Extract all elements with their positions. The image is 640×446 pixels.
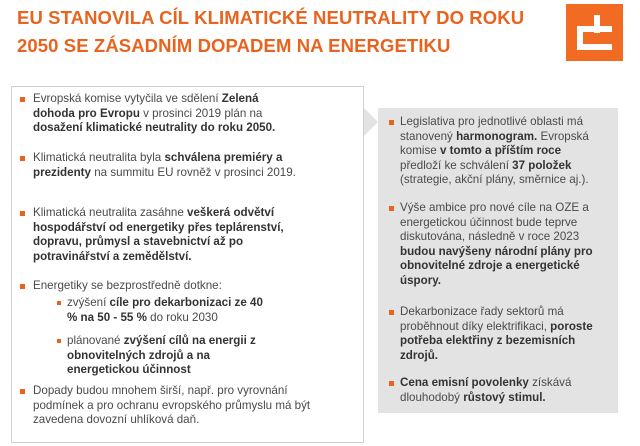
page-title: EU STANOVILA CÍL KLIMATICKÉ NEUTRALITY DO ROKU 2050 SE ZÁSADNÍM DOPADEM NA ENERGETIKU xyxy=(17,7,525,56)
left-bullet-4: Energetiky se bezprostředně dotkne: xyxy=(33,279,222,292)
left-sub-bullet-1: zvýšení cíle pro dekarbonizaci ze 40 % na 50 - 55 % do roku 2030 xyxy=(67,296,263,324)
arrow-chevron-icon xyxy=(364,108,378,136)
bullet-icon xyxy=(389,381,394,386)
right-bullet-3: Dekarbonizace řady sektorů má proběhnout díky elektrifikaci, poroste potřeba elektřiny z bezemisních zdrojů. xyxy=(400,305,593,362)
bullet-icon xyxy=(389,206,394,211)
left-bullet-2: Klimatická neutralita byla schválena premiéry a prezidenty na summitu EU rovněž v prosinci 2019. xyxy=(33,151,296,179)
bullet-icon xyxy=(20,389,25,394)
left-bullet-5: Dopady budou mnohem širší, např. pro vyrovnání podmínek a pro ochranu evropského průmyslu má být zavedena dovozní uhlíková daň. xyxy=(33,384,311,427)
left-sub-bullet-2: plánované zvýšení cílů na energii z obnovitelných zdrojů a na energetickou účinnost xyxy=(67,334,256,377)
bullet-icon xyxy=(20,97,25,102)
right-bullet-4: Cena emisní povolenky získává dlouhodobý růstový stimul. xyxy=(400,376,572,404)
right-bullet-2: Výše ambice pro nové cíle na OZE a energetickou účinnost bude teprve diskutována, následně v roce 2023 budou navýšeny národní plány pro obnovitelné zdroje a energetické úspory. xyxy=(400,201,593,287)
bullet-icon xyxy=(20,284,25,289)
sub-bullet-icon xyxy=(57,301,61,305)
left-bullet-1: Evropská komise vytyčila ve sdělení Zelená dohoda pro Evropu v prosinci 2019 plán na dosažení klimatické neutrality do roku 2050. xyxy=(33,92,276,135)
bullet-icon xyxy=(20,156,25,161)
bullet-icon xyxy=(389,120,394,125)
bullet-icon xyxy=(389,310,394,315)
right-bullet-1: Legislativa pro jednotlivé oblasti má stanovený harmonogram. Evropská komise v tomto a příštím roce předloží ke schválení 37 položek (strategie, akční plány, směrnice aj.). xyxy=(400,115,589,187)
sub-bullet-icon xyxy=(57,339,61,343)
bullet-icon xyxy=(20,211,25,216)
left-bullet-3: Klimatická neutralita zasáhne veškerá odvětví hospodářství od energetiky přes teplárenství, dopravu, průmysl a stavebnictví až po potravinářství a zemědělství. xyxy=(33,206,284,263)
cez-logo-icon xyxy=(566,4,623,61)
